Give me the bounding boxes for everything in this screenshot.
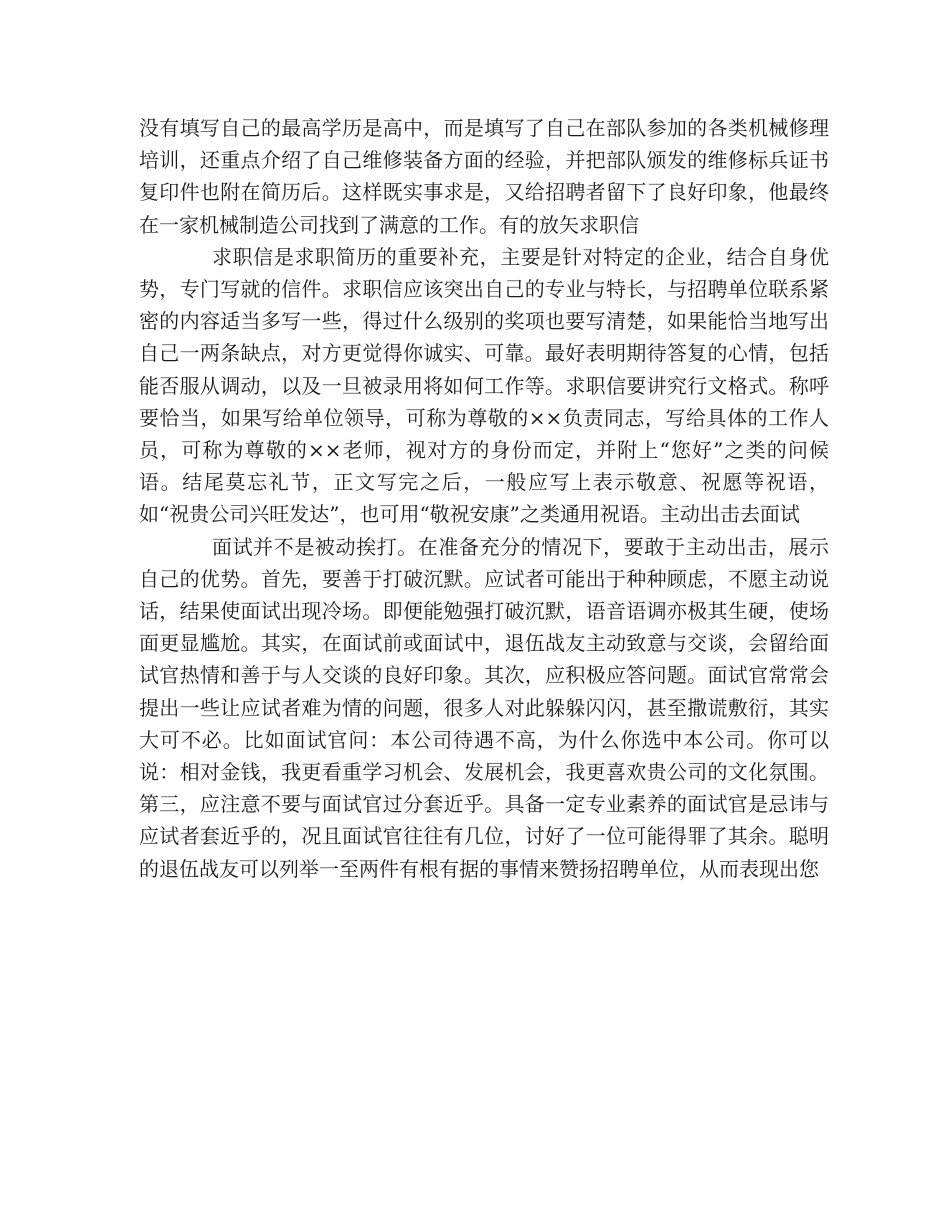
paragraph-text: 面试并不是被动挨打。在准备充分的情况下，要敢于主动出击，展示自己的优势。首先，要善于打破沉默。应试者可能出于种种顾虑，不愿主动说话，结果使面试出现冷场。即便能勉强打破沉默，语音语调亦极其生硬，使场面更显尴尬。其实，在面试前或面试中，退伍战友主动致意与交谈，会留给面试官热情和善于与人交谈的良好印象。其次，应积极应答问题。面试官常常会提出一些让应试者难为情的问题，很多人对此躲躲闪闪，甚至撒谎敷衍，其实大可不必。比如面试官问：本公司待遇不高，为什么你选中本公司。你可以说：相对金钱，我更看重学习机会、发展机会，我更喜欢贵公司的文化氛围。第三，应注意不要与面试官过分套近乎。具备一定专业素养的面试官是忌讳与应试者套近乎的，况且面试官往往有几位，讨好了一位可能得罪了其余。聪明的退伍战友可以列举一至两件有根有据的事情来赞扬招聘单位，从而表现出您 [139, 534, 829, 881]
paragraph-text: 求职信是求职简历的重要补充，主要是针对特定的企业，结合自身优势，专门写就的信件。求职信应该突出自己的专业与特长，与招聘单位联系紧密的内容适当多写一些，得过什么级别的奖项也要写清楚，如果能恰当地写出自己一两条缺点，对方更觉得你诚实、可靠。最好表明期待答复的心情，包括能否服从调动，以及一旦被录用将如何工作等。求职信要讲究行文格式。称呼要恰当，如果写给单位领导，可称为尊敬的××负责同志，写给具体的工作人员，可称为尊敬的××老师，视对方的身份而定，并附上“您好”之类的问候语。结尾莫忘礼节，正文写完之后，一般应写上表示敬意、祝愿等祝语，如“祝贵公司兴旺发达”，也可用“敬祝安康”之类通用祝语。主动出击去面试 [139, 244, 829, 527]
paragraph-3 [139, 531, 829, 885]
paragraph-1 [139, 112, 829, 241]
document-body [139, 112, 829, 885]
paragraph-2 [139, 241, 829, 531]
paragraph-text: 没有填写自己的最高学历是高中，而是填写了自己在部队参加的各类机械修理培训，还重点介绍了自己维修装备方面的经验，并把部队颁发的维修标兵证书复印件也附在简历后。这样既实事求是，又给招聘者留下了良好印象，他最终在一家机械制造公司找到了满意的工作。有的放矢求职信 [139, 116, 829, 237]
